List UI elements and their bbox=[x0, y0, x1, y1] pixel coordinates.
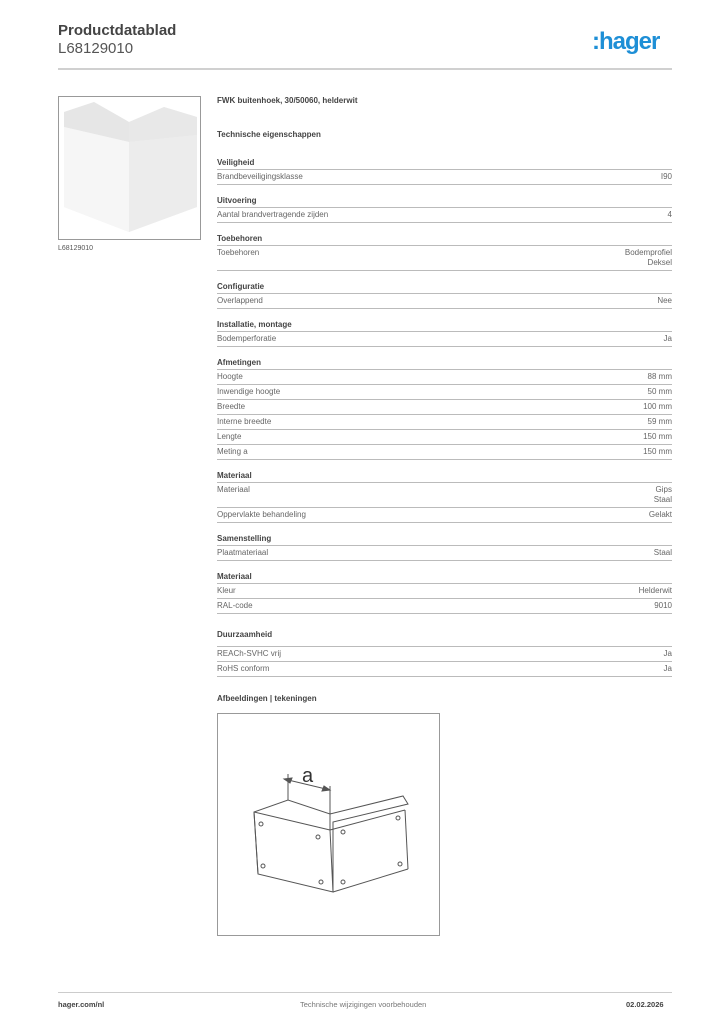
spec-row bbox=[217, 647, 672, 662]
spec-group-title: Installatie, montage bbox=[217, 318, 672, 332]
spec-row bbox=[217, 508, 672, 523]
spec-group-title: Afmetingen bbox=[217, 356, 672, 370]
spec-label: Meting a bbox=[217, 447, 248, 456]
spec-value-line: 4 bbox=[667, 210, 672, 219]
spec-label: Lengte bbox=[217, 432, 242, 441]
spec-value bbox=[657, 296, 672, 306]
spec-value-line: Deksel bbox=[647, 258, 672, 267]
spec-value-line: Staal bbox=[653, 495, 672, 504]
spec-value bbox=[639, 586, 672, 596]
spec-row bbox=[217, 170, 672, 185]
dimension-label: a bbox=[302, 765, 314, 787]
spec-value-line: I90 bbox=[660, 172, 672, 181]
spec-label: REACh-SVHC vrij bbox=[217, 649, 282, 658]
product-image bbox=[58, 96, 201, 240]
spec-label: Brandbeveiligingsklasse bbox=[217, 172, 303, 181]
spec-label: Materiaal bbox=[217, 485, 250, 494]
spec-group bbox=[217, 232, 672, 271]
spec-row bbox=[217, 370, 672, 385]
spec-row bbox=[217, 662, 672, 677]
spec-row bbox=[217, 294, 672, 309]
spec-group-title: Configuratie bbox=[217, 280, 672, 294]
spec-value-line: 59 mm bbox=[647, 417, 672, 426]
spec-value-line: 150 mm bbox=[643, 447, 672, 456]
image-caption: L68129010 bbox=[58, 245, 94, 252]
spec-row bbox=[217, 415, 672, 430]
spec-group bbox=[217, 318, 672, 347]
hager-logo: :hager bbox=[592, 28, 660, 55]
spec-value-line: 100 mm bbox=[643, 402, 672, 411]
spec-group bbox=[217, 628, 672, 677]
spec-value-line: Helderwit bbox=[638, 586, 672, 595]
spec-value-line: 150 mm bbox=[643, 432, 672, 441]
spec-label: Kleur bbox=[217, 586, 236, 595]
spec-row bbox=[217, 400, 672, 415]
spec-value bbox=[668, 210, 672, 220]
spec-value bbox=[654, 601, 672, 611]
spec-value-line: Ja bbox=[663, 334, 672, 343]
spec-label: Inwendige hoogte bbox=[217, 387, 281, 396]
footer-notice: Technische wijzigingen voorbehouden bbox=[300, 1000, 427, 1009]
spec-row bbox=[217, 445, 672, 460]
spec-group bbox=[217, 280, 672, 309]
spec-group-title: Samenstelling bbox=[217, 532, 672, 546]
spec-label: Overlappend bbox=[217, 296, 263, 305]
spec-group-title: Materiaal bbox=[217, 469, 672, 483]
spec-value bbox=[648, 372, 672, 382]
page-title: Productdatablad bbox=[58, 22, 177, 39]
spec-value bbox=[664, 664, 672, 674]
spec-value bbox=[664, 649, 672, 659]
spec-value-line: Nee bbox=[657, 296, 672, 305]
spec-value-line: Staal bbox=[653, 548, 672, 557]
spec-value bbox=[664, 334, 672, 344]
spec-label: Toebehoren bbox=[217, 248, 260, 257]
spec-row bbox=[217, 599, 672, 614]
spec-value bbox=[625, 248, 672, 268]
spec-value-line: Ja bbox=[663, 664, 672, 673]
specifications bbox=[217, 96, 672, 677]
spec-value bbox=[648, 417, 672, 427]
spec-label: Hoogte bbox=[217, 372, 243, 381]
spec-row bbox=[217, 483, 672, 508]
spec-row bbox=[217, 546, 672, 561]
spec-row bbox=[217, 246, 672, 271]
spec-value bbox=[643, 402, 672, 412]
product-name: FWK buitenhoek, 30/50060, helderwit bbox=[217, 96, 358, 105]
spec-label: Plaatmateriaal bbox=[217, 548, 269, 557]
spec-label: Oppervlakte behandeling bbox=[217, 510, 306, 519]
spec-label: Bodemperforatie bbox=[217, 334, 277, 343]
spec-row bbox=[217, 430, 672, 445]
spec-value-line: Ja bbox=[663, 649, 672, 658]
footer-date: 02.02.2026 bbox=[626, 1000, 664, 1009]
spec-label: RoHS conform bbox=[217, 664, 270, 673]
spec-group bbox=[217, 356, 672, 460]
spec-value bbox=[654, 548, 672, 558]
spec-value bbox=[643, 432, 672, 442]
spec-value bbox=[648, 387, 672, 397]
product-code: L68129010 bbox=[58, 40, 134, 57]
spec-group bbox=[217, 532, 672, 561]
spec-groups bbox=[217, 156, 672, 677]
spec-value bbox=[643, 447, 672, 457]
technical-drawing bbox=[217, 713, 440, 936]
spec-value-line: Bodemprofiel bbox=[624, 248, 672, 257]
spec-group-title: Uitvoering bbox=[217, 194, 672, 208]
figures-title: Afbeeldingen | tekeningen bbox=[217, 694, 317, 703]
spec-value bbox=[649, 510, 672, 520]
spec-group bbox=[217, 194, 672, 223]
footer-site-link[interactable]: hager.com/nl bbox=[58, 1000, 105, 1009]
spec-value-line: Gips bbox=[655, 485, 672, 494]
spec-row bbox=[217, 385, 672, 400]
spec-value-line: 88 mm bbox=[647, 372, 672, 381]
spec-label: Aantal brandvertragende zijden bbox=[217, 210, 329, 219]
spec-row bbox=[217, 208, 672, 223]
spec-value bbox=[654, 485, 672, 505]
spec-row bbox=[217, 584, 672, 599]
spec-value-line: 9010 bbox=[654, 601, 672, 610]
header-divider bbox=[58, 68, 672, 70]
spec-group-title: Materiaal bbox=[217, 570, 672, 584]
spec-value-line: Gelakt bbox=[648, 510, 672, 519]
spec-row bbox=[217, 332, 672, 347]
spec-value-line: 50 mm bbox=[647, 387, 672, 396]
spec-group bbox=[217, 570, 672, 614]
spec-group-title: Duurzaamheid bbox=[217, 628, 672, 647]
spec-group bbox=[217, 469, 672, 523]
spec-group bbox=[217, 156, 672, 185]
spec-group-title: Toebehoren bbox=[217, 232, 672, 246]
spec-label: RAL-code bbox=[217, 601, 253, 610]
spec-label: Breedte bbox=[217, 402, 246, 411]
spec-group-title: Veiligheid bbox=[217, 156, 672, 170]
tech-heading: Technische eigenschappen bbox=[217, 130, 321, 139]
spec-label: Interne breedte bbox=[217, 417, 272, 426]
footer-divider bbox=[58, 992, 672, 993]
spec-value bbox=[661, 172, 672, 182]
